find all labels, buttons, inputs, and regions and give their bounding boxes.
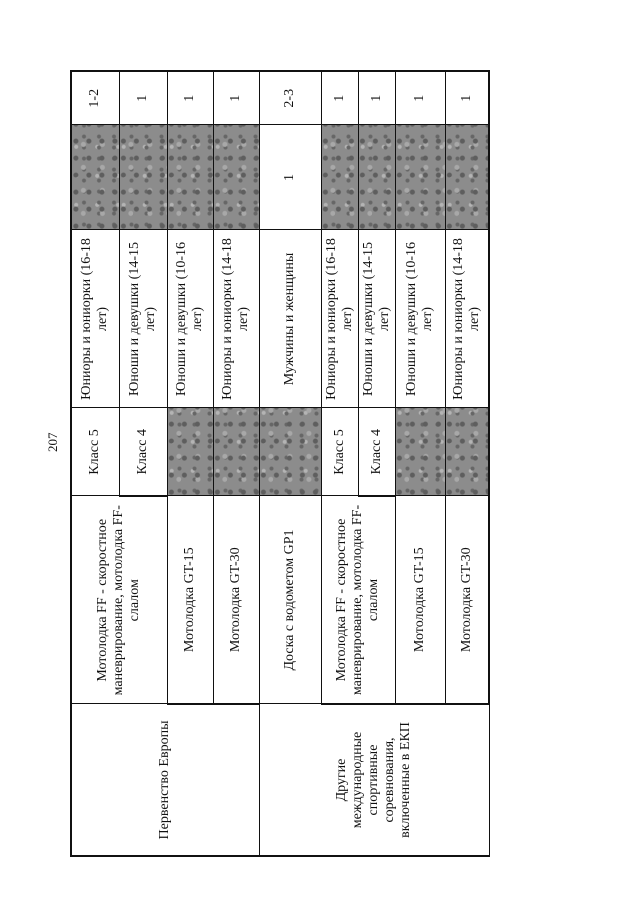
age-group-cell: Юноши и девушки (14-15 лет) (358, 230, 395, 408)
table-row (259, 71, 321, 856)
shaded-cell (167, 408, 213, 496)
section-title: Другие международные спортивные соревнования, включенные в ЕКП (259, 704, 489, 856)
shaded-cell (213, 125, 259, 230)
age-group-cell: Юниоры и юниорки (16-18 лет) (321, 230, 358, 408)
table-row (71, 71, 119, 856)
page-number: 207 (45, 432, 60, 452)
rotated-table-wrapper (70, 72, 488, 857)
shaded-cell (167, 125, 213, 230)
discipline-name: Мотолодка GT-15 (167, 496, 213, 704)
value-cell: 1 (358, 71, 395, 125)
discipline-name: Мотолодка FF - скоростное маневрирование, мотолодка FF-слалом (71, 496, 167, 704)
class-cell: Класс 4 (119, 408, 167, 496)
age-group-cell: Юноши и девушки (10-16 лет) (395, 230, 445, 408)
class-cell: Класс 5 (321, 408, 358, 496)
age-group-cell: Юниоры и юниорки (14-18 лет) (445, 230, 489, 408)
class-cell: Класс 4 (358, 408, 395, 496)
class-cell: Класс 5 (71, 408, 119, 496)
shaded-cell (119, 125, 167, 230)
shaded-cell (259, 408, 321, 496)
seniors-cell: 1 (259, 125, 321, 230)
shaded-cell (445, 125, 489, 230)
value-cell: 1 (395, 71, 445, 125)
discipline-name: Мотолодка GT-30 (213, 496, 259, 704)
discipline-name: Доска с водометом GP1 (259, 496, 321, 704)
age-group-cell: Юниоры и юниорки (16-18 лет) (71, 230, 119, 408)
value-cell: 1 (119, 71, 167, 125)
age-group-cell: Юниоры и юниорки (14-18 лет) (213, 230, 259, 408)
shaded-cell (213, 408, 259, 496)
age-group-cell: Юноши и девушки (14-15 лет) (119, 230, 167, 408)
discipline-name: Мотолодка FF - скоростное маневрирование, мотолодка FF-слалом (321, 496, 395, 704)
competition-table (70, 70, 490, 857)
value-cell: 1 (321, 71, 358, 125)
discipline-name: Мотолодка GT-15 (395, 496, 445, 704)
value-cell: 1 (167, 71, 213, 125)
shaded-cell (71, 125, 119, 230)
value-cell: 2-3 (259, 71, 321, 125)
age-group-cell: Юноши и девушки (10-16 лет) (167, 230, 213, 408)
value-cell: 1-2 (71, 71, 119, 125)
shaded-cell (358, 125, 395, 230)
shaded-cell (321, 125, 358, 230)
age-group-cell: Мужчины и женщины (259, 230, 321, 408)
section-title: Первенство Европы (71, 704, 259, 856)
value-cell: 1 (213, 71, 259, 125)
discipline-name: Мотолодка GT-30 (445, 496, 489, 704)
shaded-cell (395, 125, 445, 230)
shaded-cell (395, 408, 445, 496)
shaded-cell (445, 408, 489, 496)
value-cell: 1 (445, 71, 489, 125)
